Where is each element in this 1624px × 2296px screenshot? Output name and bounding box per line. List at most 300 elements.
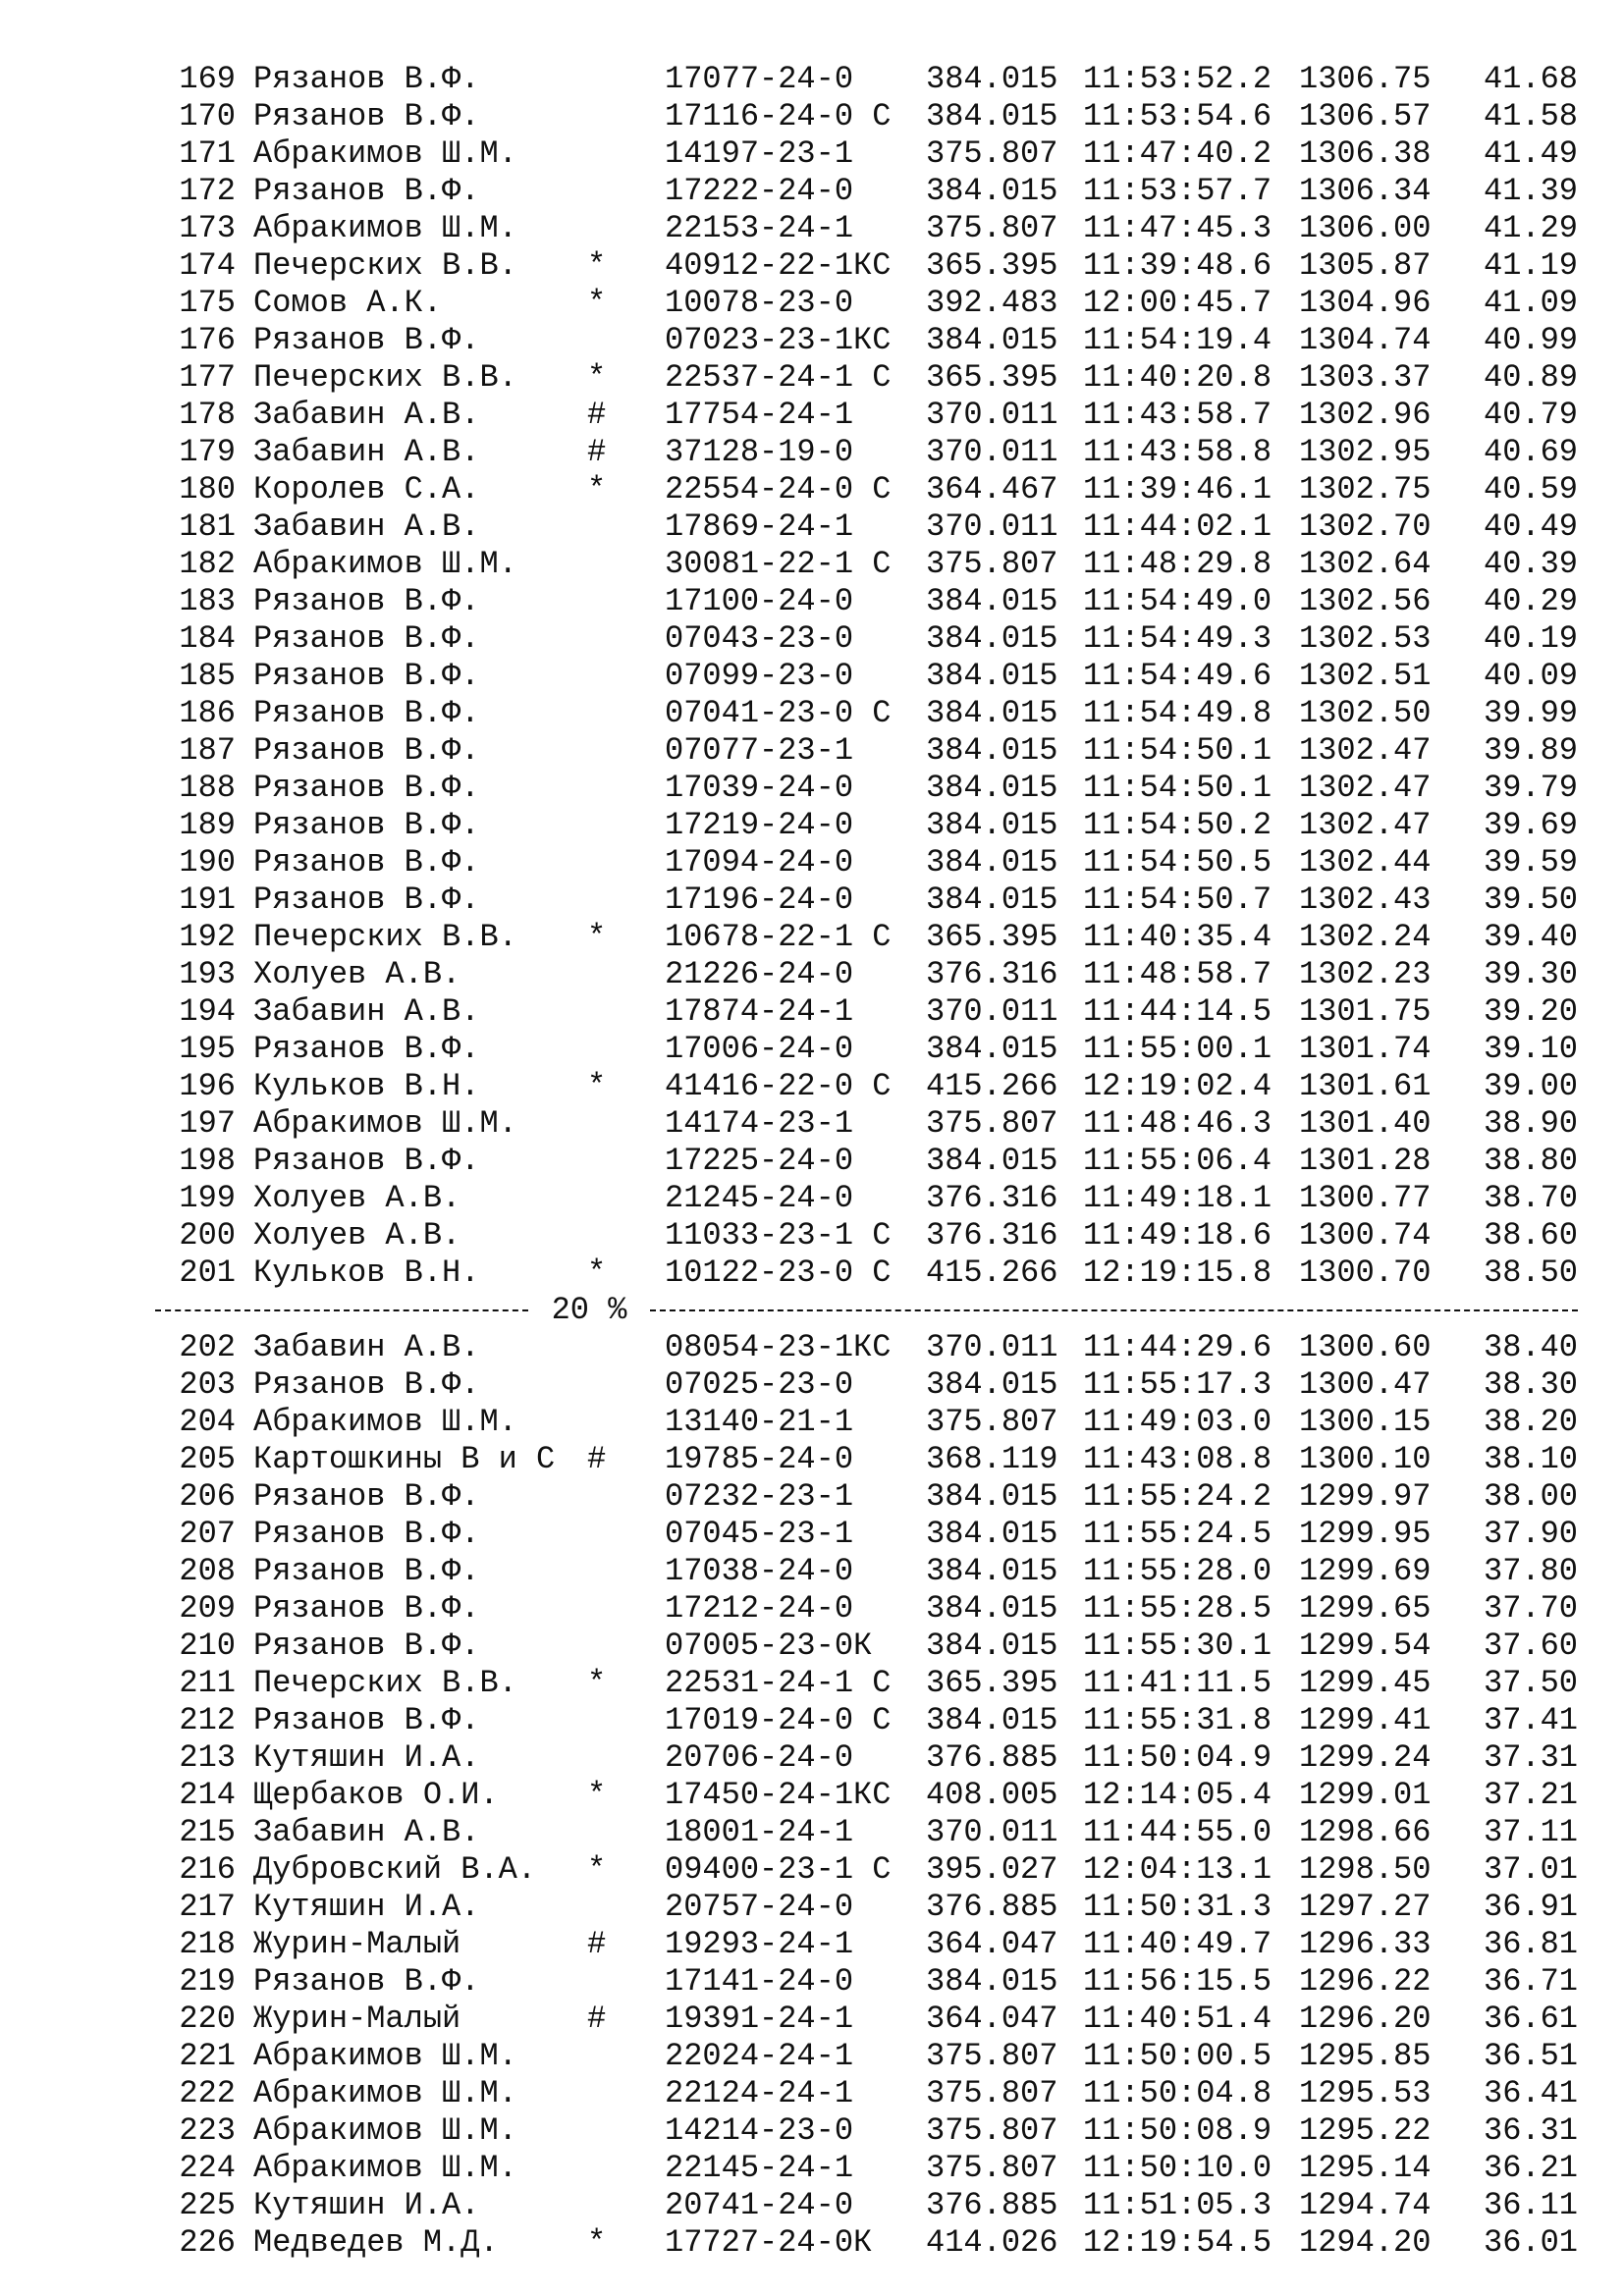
cell-speed: 1302.75 <box>1299 471 1432 507</box>
cell-distance: 415.266 <box>926 1068 1058 1104</box>
cell-distance: 376.885 <box>926 1889 1058 1925</box>
percent-divider <box>0 1292 1624 1329</box>
cell-points: 41.49 <box>1483 135 1578 172</box>
cell-fancier: Сомов А.К. <box>253 285 443 321</box>
cell-speed: 1302.96 <box>1299 397 1432 433</box>
cell-place: 225 <box>179 2187 236 2223</box>
cell-fancier: Абракимов Ш.М. <box>253 2112 517 2149</box>
table-row <box>0 1777 1624 1814</box>
cell-distance: 392.483 <box>926 285 1058 321</box>
cell-speed: 1300.60 <box>1299 1329 1432 1365</box>
cell-points: 36.51 <box>1483 2038 1578 2074</box>
cell-ring: 14214-23-0 <box>665 2112 854 2149</box>
cell-speed: 1296.20 <box>1299 2001 1432 2037</box>
cell-fancier: Рязанов В.Ф. <box>253 807 480 843</box>
cell-ring: 07023-23-1КС <box>665 322 892 358</box>
cell-place: 172 <box>179 173 236 209</box>
cell-arrival-time: 12:14:05.4 <box>1083 1777 1272 1813</box>
table-row <box>0 508 1624 546</box>
cell-arrival-time: 11:55:30.1 <box>1083 1628 1272 1664</box>
cell-speed: 1299.95 <box>1299 1516 1432 1552</box>
cell-points: 37.11 <box>1483 1814 1578 1850</box>
cell-points: 37.01 <box>1483 1851 1578 1888</box>
table-row <box>0 993 1624 1031</box>
cell-distance: 376.316 <box>926 1180 1058 1216</box>
cell-ring: 07041-23-0 С <box>665 695 892 731</box>
table-row <box>0 1739 1624 1777</box>
cell-speed: 1298.50 <box>1299 1851 1432 1888</box>
cell-fancier: Рязанов В.Ф. <box>253 61 480 97</box>
cell-speed: 1306.57 <box>1299 98 1432 134</box>
cell-distance: 384.015 <box>926 1516 1058 1552</box>
cell-place: 191 <box>179 881 236 918</box>
cell-place: 221 <box>179 2038 236 2074</box>
cell-points: 39.20 <box>1483 993 1578 1030</box>
cell-distance: 384.015 <box>926 620 1058 657</box>
cell-fancier: Рязанов В.Ф. <box>253 1553 480 1589</box>
table-row <box>0 135 1624 173</box>
table-row <box>0 285 1624 322</box>
table-row <box>0 844 1624 881</box>
cell-place: 170 <box>179 98 236 134</box>
cell-fancier: Абракимов Ш.М. <box>253 210 517 246</box>
cell-arrival-time: 11:50:10.0 <box>1083 2150 1272 2186</box>
cell-fancier: Холуев А.В. <box>253 956 461 992</box>
cell-arrival-time: 12:04:13.1 <box>1083 1851 1272 1888</box>
cell-fancier: Рязанов В.Ф. <box>253 881 480 918</box>
cell-place: 173 <box>179 210 236 246</box>
cell-points: 40.69 <box>1483 434 1578 470</box>
cell-ring: 17225-24-0 <box>665 1143 854 1179</box>
cell-distance: 368.119 <box>926 1441 1058 1477</box>
cell-ring: 17450-24-1КС <box>665 1777 892 1813</box>
cell-place: 183 <box>179 583 236 619</box>
cell-arrival-time: 11:54:50.1 <box>1083 732 1272 769</box>
cell-fancier: Королев С.А. <box>253 471 480 507</box>
cell-place: 216 <box>179 1851 236 1888</box>
cell-ring: 17094-24-0 <box>665 844 854 881</box>
cell-distance: 375.807 <box>926 1404 1058 1440</box>
cell-distance: 384.015 <box>926 1553 1058 1589</box>
cell-arrival-time: 11:54:49.3 <box>1083 620 1272 657</box>
cell-speed: 1302.70 <box>1299 508 1432 545</box>
cell-speed: 1302.47 <box>1299 732 1432 769</box>
cell-points: 37.90 <box>1483 1516 1578 1552</box>
cell-speed: 1302.50 <box>1299 695 1432 731</box>
cell-arrival-time: 12:19:15.8 <box>1083 1255 1272 1291</box>
cell-points: 41.58 <box>1483 98 1578 134</box>
cell-points: 40.29 <box>1483 583 1578 619</box>
cell-place: 222 <box>179 2075 236 2111</box>
table-row <box>0 247 1624 285</box>
cell-fancier: Забавин А.В. <box>253 434 480 470</box>
cell-ring: 17006-24-0 <box>665 1031 854 1067</box>
table-row <box>0 1590 1624 1628</box>
table-row <box>0 210 1624 247</box>
table-row <box>0 1851 1624 1889</box>
cell-points: 37.41 <box>1483 1702 1578 1738</box>
table-row <box>0 881 1624 919</box>
cell-distance: 395.027 <box>926 1851 1058 1888</box>
cell-fancier: Рязанов В.Ф. <box>253 173 480 209</box>
cell-mark: * <box>587 471 607 507</box>
cell-ring: 30081-22-1 С <box>665 546 892 582</box>
cell-ring: 19293-24-1 <box>665 1926 854 1962</box>
cell-arrival-time: 11:55:24.5 <box>1083 1516 1272 1552</box>
cell-points: 37.31 <box>1483 1739 1578 1776</box>
table-row <box>0 1478 1624 1516</box>
cell-points: 40.39 <box>1483 546 1578 582</box>
cell-speed: 1302.53 <box>1299 620 1432 657</box>
cell-place: 177 <box>179 359 236 396</box>
cell-distance: 384.015 <box>926 732 1058 769</box>
cell-distance: 375.807 <box>926 2112 1058 2149</box>
cell-fancier: Забавин А.В. <box>253 508 480 545</box>
cell-ring: 17019-24-0 С <box>665 1702 892 1738</box>
cell-distance: 375.807 <box>926 1105 1058 1142</box>
cell-points: 40.09 <box>1483 658 1578 694</box>
cell-mark: * <box>587 285 607 321</box>
cell-arrival-time: 11:43:08.8 <box>1083 1441 1272 1477</box>
cell-arrival-time: 11:55:06.4 <box>1083 1143 1272 1179</box>
cell-distance: 365.395 <box>926 247 1058 284</box>
table-row <box>0 2038 1624 2075</box>
cell-ring: 10078-23-0 <box>665 285 854 321</box>
cell-arrival-time: 11:44:02.1 <box>1083 508 1272 545</box>
cell-arrival-time: 11:53:54.6 <box>1083 98 1272 134</box>
cell-place: 207 <box>179 1516 236 1552</box>
cell-points: 37.70 <box>1483 1590 1578 1627</box>
cell-speed: 1300.47 <box>1299 1366 1432 1403</box>
cell-points: 39.40 <box>1483 919 1578 955</box>
cell-arrival-time: 11:53:57.7 <box>1083 173 1272 209</box>
cell-place: 181 <box>179 508 236 545</box>
cell-distance: 375.807 <box>926 2150 1058 2186</box>
cell-distance: 384.015 <box>926 173 1058 209</box>
results-rows-after <box>0 1329 1624 2262</box>
cell-points: 39.99 <box>1483 695 1578 731</box>
cell-speed: 1301.61 <box>1299 1068 1432 1104</box>
cell-distance: 384.015 <box>926 881 1058 918</box>
cell-place: 193 <box>179 956 236 992</box>
cell-ring: 17141-24-0 <box>665 1963 854 2000</box>
cell-mark: * <box>587 919 607 955</box>
cell-arrival-time: 11:54:49.0 <box>1083 583 1272 619</box>
cell-arrival-time: 11:49:03.0 <box>1083 1404 1272 1440</box>
cell-distance: 376.316 <box>926 956 1058 992</box>
cell-distance: 408.005 <box>926 1777 1058 1813</box>
cell-distance: 370.011 <box>926 1814 1058 1850</box>
cell-arrival-time: 12:19:02.4 <box>1083 1068 1272 1104</box>
cell-distance: 384.015 <box>926 1031 1058 1067</box>
cell-points: 38.60 <box>1483 1217 1578 1254</box>
cell-speed: 1306.75 <box>1299 61 1432 97</box>
cell-speed: 1304.74 <box>1299 322 1432 358</box>
cell-mark: # <box>587 2001 607 2037</box>
cell-fancier: Рязанов В.Ф. <box>253 1628 480 1664</box>
table-row <box>0 2224 1624 2262</box>
cell-place: 224 <box>179 2150 236 2186</box>
cell-mark: # <box>587 434 607 470</box>
table-row <box>0 1628 1624 1665</box>
cell-ring: 07043-23-0 <box>665 620 854 657</box>
cell-arrival-time: 11:50:00.5 <box>1083 2038 1272 2074</box>
cell-fancier: Печерских В.В. <box>253 919 517 955</box>
cell-arrival-time: 11:56:15.5 <box>1083 1963 1272 2000</box>
cell-speed: 1300.70 <box>1299 1255 1432 1291</box>
cell-place: 213 <box>179 1739 236 1776</box>
cell-place: 185 <box>179 658 236 694</box>
cell-arrival-time: 11:48:29.8 <box>1083 546 1272 582</box>
cell-points: 39.10 <box>1483 1031 1578 1067</box>
cell-place: 187 <box>179 732 236 769</box>
table-row <box>0 1329 1624 1366</box>
table-row <box>0 1553 1624 1590</box>
cell-distance: 384.015 <box>926 1963 1058 2000</box>
cell-speed: 1302.56 <box>1299 583 1432 619</box>
cell-speed: 1302.95 <box>1299 434 1432 470</box>
cell-fancier: Кутяшин И.А. <box>253 1889 480 1925</box>
cell-speed: 1300.10 <box>1299 1441 1432 1477</box>
table-row <box>0 2001 1624 2038</box>
cell-place: 190 <box>179 844 236 881</box>
cell-distance: 370.011 <box>926 434 1058 470</box>
cell-arrival-time: 11:48:58.7 <box>1083 956 1272 992</box>
cell-arrival-time: 11:44:14.5 <box>1083 993 1272 1030</box>
cell-speed: 1302.64 <box>1299 546 1432 582</box>
cell-arrival-time: 11:55:28.0 <box>1083 1553 1272 1589</box>
cell-ring: 22145-24-1 <box>665 2150 854 2186</box>
cell-fancier: Кульков В.Н. <box>253 1255 480 1291</box>
divider-line-right <box>650 1309 1578 1311</box>
cell-fancier: Печерских В.В. <box>253 1665 517 1701</box>
cell-speed: 1300.77 <box>1299 1180 1432 1216</box>
cell-speed: 1302.24 <box>1299 919 1432 955</box>
cell-points: 41.09 <box>1483 285 1578 321</box>
cell-arrival-time: 11:41:11.5 <box>1083 1665 1272 1701</box>
table-row <box>0 1255 1624 1292</box>
cell-arrival-time: 11:49:18.1 <box>1083 1180 1272 1216</box>
table-row <box>0 695 1624 732</box>
cell-ring: 17869-24-1 <box>665 508 854 545</box>
cell-points: 38.30 <box>1483 1366 1578 1403</box>
cell-speed: 1302.47 <box>1299 807 1432 843</box>
table-row <box>0 1926 1624 1963</box>
cell-points: 41.29 <box>1483 210 1578 246</box>
cell-distance: 365.395 <box>926 359 1058 396</box>
cell-place: 200 <box>179 1217 236 1254</box>
cell-place: 202 <box>179 1329 236 1365</box>
cell-ring: 18001-24-1 <box>665 1814 854 1850</box>
cell-arrival-time: 11:40:51.4 <box>1083 2001 1272 2037</box>
cell-ring: 17874-24-1 <box>665 993 854 1030</box>
cell-distance: 376.885 <box>926 2187 1058 2223</box>
table-row <box>0 1814 1624 1851</box>
cell-mark: * <box>587 1851 607 1888</box>
cell-points: 38.70 <box>1483 1180 1578 1216</box>
table-row <box>0 397 1624 434</box>
cell-place: 220 <box>179 2001 236 2037</box>
cell-ring: 14197-23-1 <box>665 135 854 172</box>
cell-arrival-time: 11:54:50.1 <box>1083 770 1272 806</box>
cell-distance: 384.015 <box>926 1702 1058 1738</box>
table-row <box>0 1105 1624 1143</box>
cell-points: 39.79 <box>1483 770 1578 806</box>
cell-ring: 20706-24-0 <box>665 1739 854 1776</box>
cell-ring: 07045-23-1 <box>665 1516 854 1552</box>
cell-ring: 17727-24-0К <box>665 2224 873 2261</box>
cell-ring: 08054-23-1КС <box>665 1329 892 1365</box>
table-row <box>0 1143 1624 1180</box>
table-row <box>0 583 1624 620</box>
table-row <box>0 2187 1624 2224</box>
cell-ring: 19391-24-1 <box>665 2001 854 2037</box>
cell-speed: 1294.74 <box>1299 2187 1432 2223</box>
cell-place: 179 <box>179 434 236 470</box>
divider-label: 20 % <box>551 1292 627 1328</box>
cell-fancier: Рязанов В.Ф. <box>253 658 480 694</box>
cell-mark: # <box>587 1441 607 1477</box>
cell-arrival-time: 11:49:18.6 <box>1083 1217 1272 1254</box>
cell-points: 39.50 <box>1483 881 1578 918</box>
cell-fancier: Абракимов Ш.М. <box>253 135 517 172</box>
table-row <box>0 1217 1624 1255</box>
cell-fancier: Рязанов В.Ф. <box>253 1031 480 1067</box>
cell-points: 36.61 <box>1483 2001 1578 2037</box>
table-row <box>0 2150 1624 2187</box>
cell-ring: 09400-23-1 С <box>665 1851 892 1888</box>
cell-fancier: Рязанов В.Ф. <box>253 1516 480 1552</box>
cell-ring: 20741-24-0 <box>665 2187 854 2223</box>
cell-points: 39.89 <box>1483 732 1578 769</box>
cell-points: 38.50 <box>1483 1255 1578 1291</box>
cell-points: 40.89 <box>1483 359 1578 396</box>
cell-arrival-time: 11:54:19.4 <box>1083 322 1272 358</box>
table-row <box>0 61 1624 98</box>
cell-place: 175 <box>179 285 236 321</box>
cell-points: 38.80 <box>1483 1143 1578 1179</box>
table-row <box>0 98 1624 135</box>
cell-ring: 07025-23-0 <box>665 1366 854 1403</box>
cell-arrival-time: 11:44:29.6 <box>1083 1329 1272 1365</box>
cell-speed: 1306.38 <box>1299 135 1432 172</box>
cell-arrival-time: 11:39:48.6 <box>1083 247 1272 284</box>
cell-place: 178 <box>179 397 236 433</box>
cell-distance: 376.885 <box>926 1739 1058 1776</box>
cell-distance: 370.011 <box>926 397 1058 433</box>
cell-points: 37.21 <box>1483 1777 1578 1813</box>
cell-fancier: Рязанов В.Ф. <box>253 1963 480 2000</box>
cell-mark: * <box>587 247 607 284</box>
table-row <box>0 919 1624 956</box>
table-row <box>0 1068 1624 1105</box>
cell-place: 226 <box>179 2224 236 2261</box>
cell-ring: 13140-21-1 <box>665 1404 854 1440</box>
cell-ring: 17212-24-0 <box>665 1590 854 1627</box>
cell-arrival-time: 11:55:00.1 <box>1083 1031 1272 1067</box>
cell-arrival-time: 11:40:49.7 <box>1083 1926 1272 1962</box>
cell-speed: 1301.74 <box>1299 1031 1432 1067</box>
cell-fancier: Медведев М.Д. <box>253 2224 499 2261</box>
cell-distance: 384.015 <box>926 61 1058 97</box>
cell-place: 212 <box>179 1702 236 1738</box>
cell-points: 37.60 <box>1483 1628 1578 1664</box>
cell-speed: 1295.22 <box>1299 2112 1432 2149</box>
cell-arrival-time: 11:40:20.8 <box>1083 359 1272 396</box>
cell-arrival-time: 11:55:31.8 <box>1083 1702 1272 1738</box>
cell-fancier: Рязанов В.Ф. <box>253 770 480 806</box>
cell-points: 39.30 <box>1483 956 1578 992</box>
cell-fancier: Рязанов В.Ф. <box>253 98 480 134</box>
cell-arrival-time: 11:47:45.3 <box>1083 210 1272 246</box>
cell-speed: 1299.69 <box>1299 1553 1432 1589</box>
cell-arrival-time: 11:47:40.2 <box>1083 135 1272 172</box>
cell-distance: 384.015 <box>926 844 1058 881</box>
cell-place: 180 <box>179 471 236 507</box>
cell-arrival-time: 11:55:17.3 <box>1083 1366 1272 1403</box>
cell-distance: 384.015 <box>926 1628 1058 1664</box>
cell-fancier: Забавин А.В. <box>253 1329 480 1365</box>
cell-ring: 21226-24-0 <box>665 956 854 992</box>
cell-distance: 384.015 <box>926 695 1058 731</box>
cell-fancier: Печерских В.В. <box>253 247 517 284</box>
cell-speed: 1302.23 <box>1299 956 1432 992</box>
cell-place: 176 <box>179 322 236 358</box>
cell-place: 171 <box>179 135 236 172</box>
cell-distance: 384.015 <box>926 1590 1058 1627</box>
table-row <box>0 1889 1624 1926</box>
cell-place: 205 <box>179 1441 236 1477</box>
cell-arrival-time: 11:50:04.8 <box>1083 2075 1272 2111</box>
cell-arrival-time: 11:43:58.7 <box>1083 397 1272 433</box>
cell-points: 41.68 <box>1483 61 1578 97</box>
cell-speed: 1299.01 <box>1299 1777 1432 1813</box>
cell-place: 210 <box>179 1628 236 1664</box>
cell-fancier: Журин-Малый <box>253 2001 461 2037</box>
cell-fancier: Кутяшин И.А. <box>253 2187 480 2223</box>
cell-place: 195 <box>179 1031 236 1067</box>
cell-arrival-time: 11:50:04.9 <box>1083 1739 1272 1776</box>
cell-place: 186 <box>179 695 236 731</box>
cell-arrival-time: 11:48:46.3 <box>1083 1105 1272 1142</box>
cell-fancier: Абракимов Ш.М. <box>253 546 517 582</box>
cell-fancier: Кульков В.Н. <box>253 1068 480 1104</box>
cell-points: 36.01 <box>1483 2224 1578 2261</box>
table-row <box>0 1963 1624 2001</box>
cell-ring: 17116-24-0 С <box>665 98 892 134</box>
cell-distance: 375.807 <box>926 2038 1058 2074</box>
cell-arrival-time: 11:53:52.2 <box>1083 61 1272 97</box>
cell-arrival-time: 11:39:46.1 <box>1083 471 1272 507</box>
cell-arrival-time: 11:54:50.7 <box>1083 881 1272 918</box>
cell-points: 39.59 <box>1483 844 1578 881</box>
table-row <box>0 2075 1624 2112</box>
cell-points: 37.80 <box>1483 1553 1578 1589</box>
cell-mark: * <box>587 1665 607 1701</box>
cell-ring: 22554-24-0 С <box>665 471 892 507</box>
cell-distance: 375.807 <box>926 546 1058 582</box>
cell-mark: * <box>587 359 607 396</box>
cell-fancier: Рязанов В.Ф. <box>253 1590 480 1627</box>
cell-points: 39.00 <box>1483 1068 1578 1104</box>
table-row <box>0 1404 1624 1441</box>
cell-ring: 10678-22-1 С <box>665 919 892 955</box>
cell-arrival-time: 11:50:08.9 <box>1083 2112 1272 2149</box>
cell-place: 223 <box>179 2112 236 2149</box>
cell-mark: # <box>587 1926 607 1962</box>
cell-place: 199 <box>179 1180 236 1216</box>
cell-ring: 17754-24-1 <box>665 397 854 433</box>
